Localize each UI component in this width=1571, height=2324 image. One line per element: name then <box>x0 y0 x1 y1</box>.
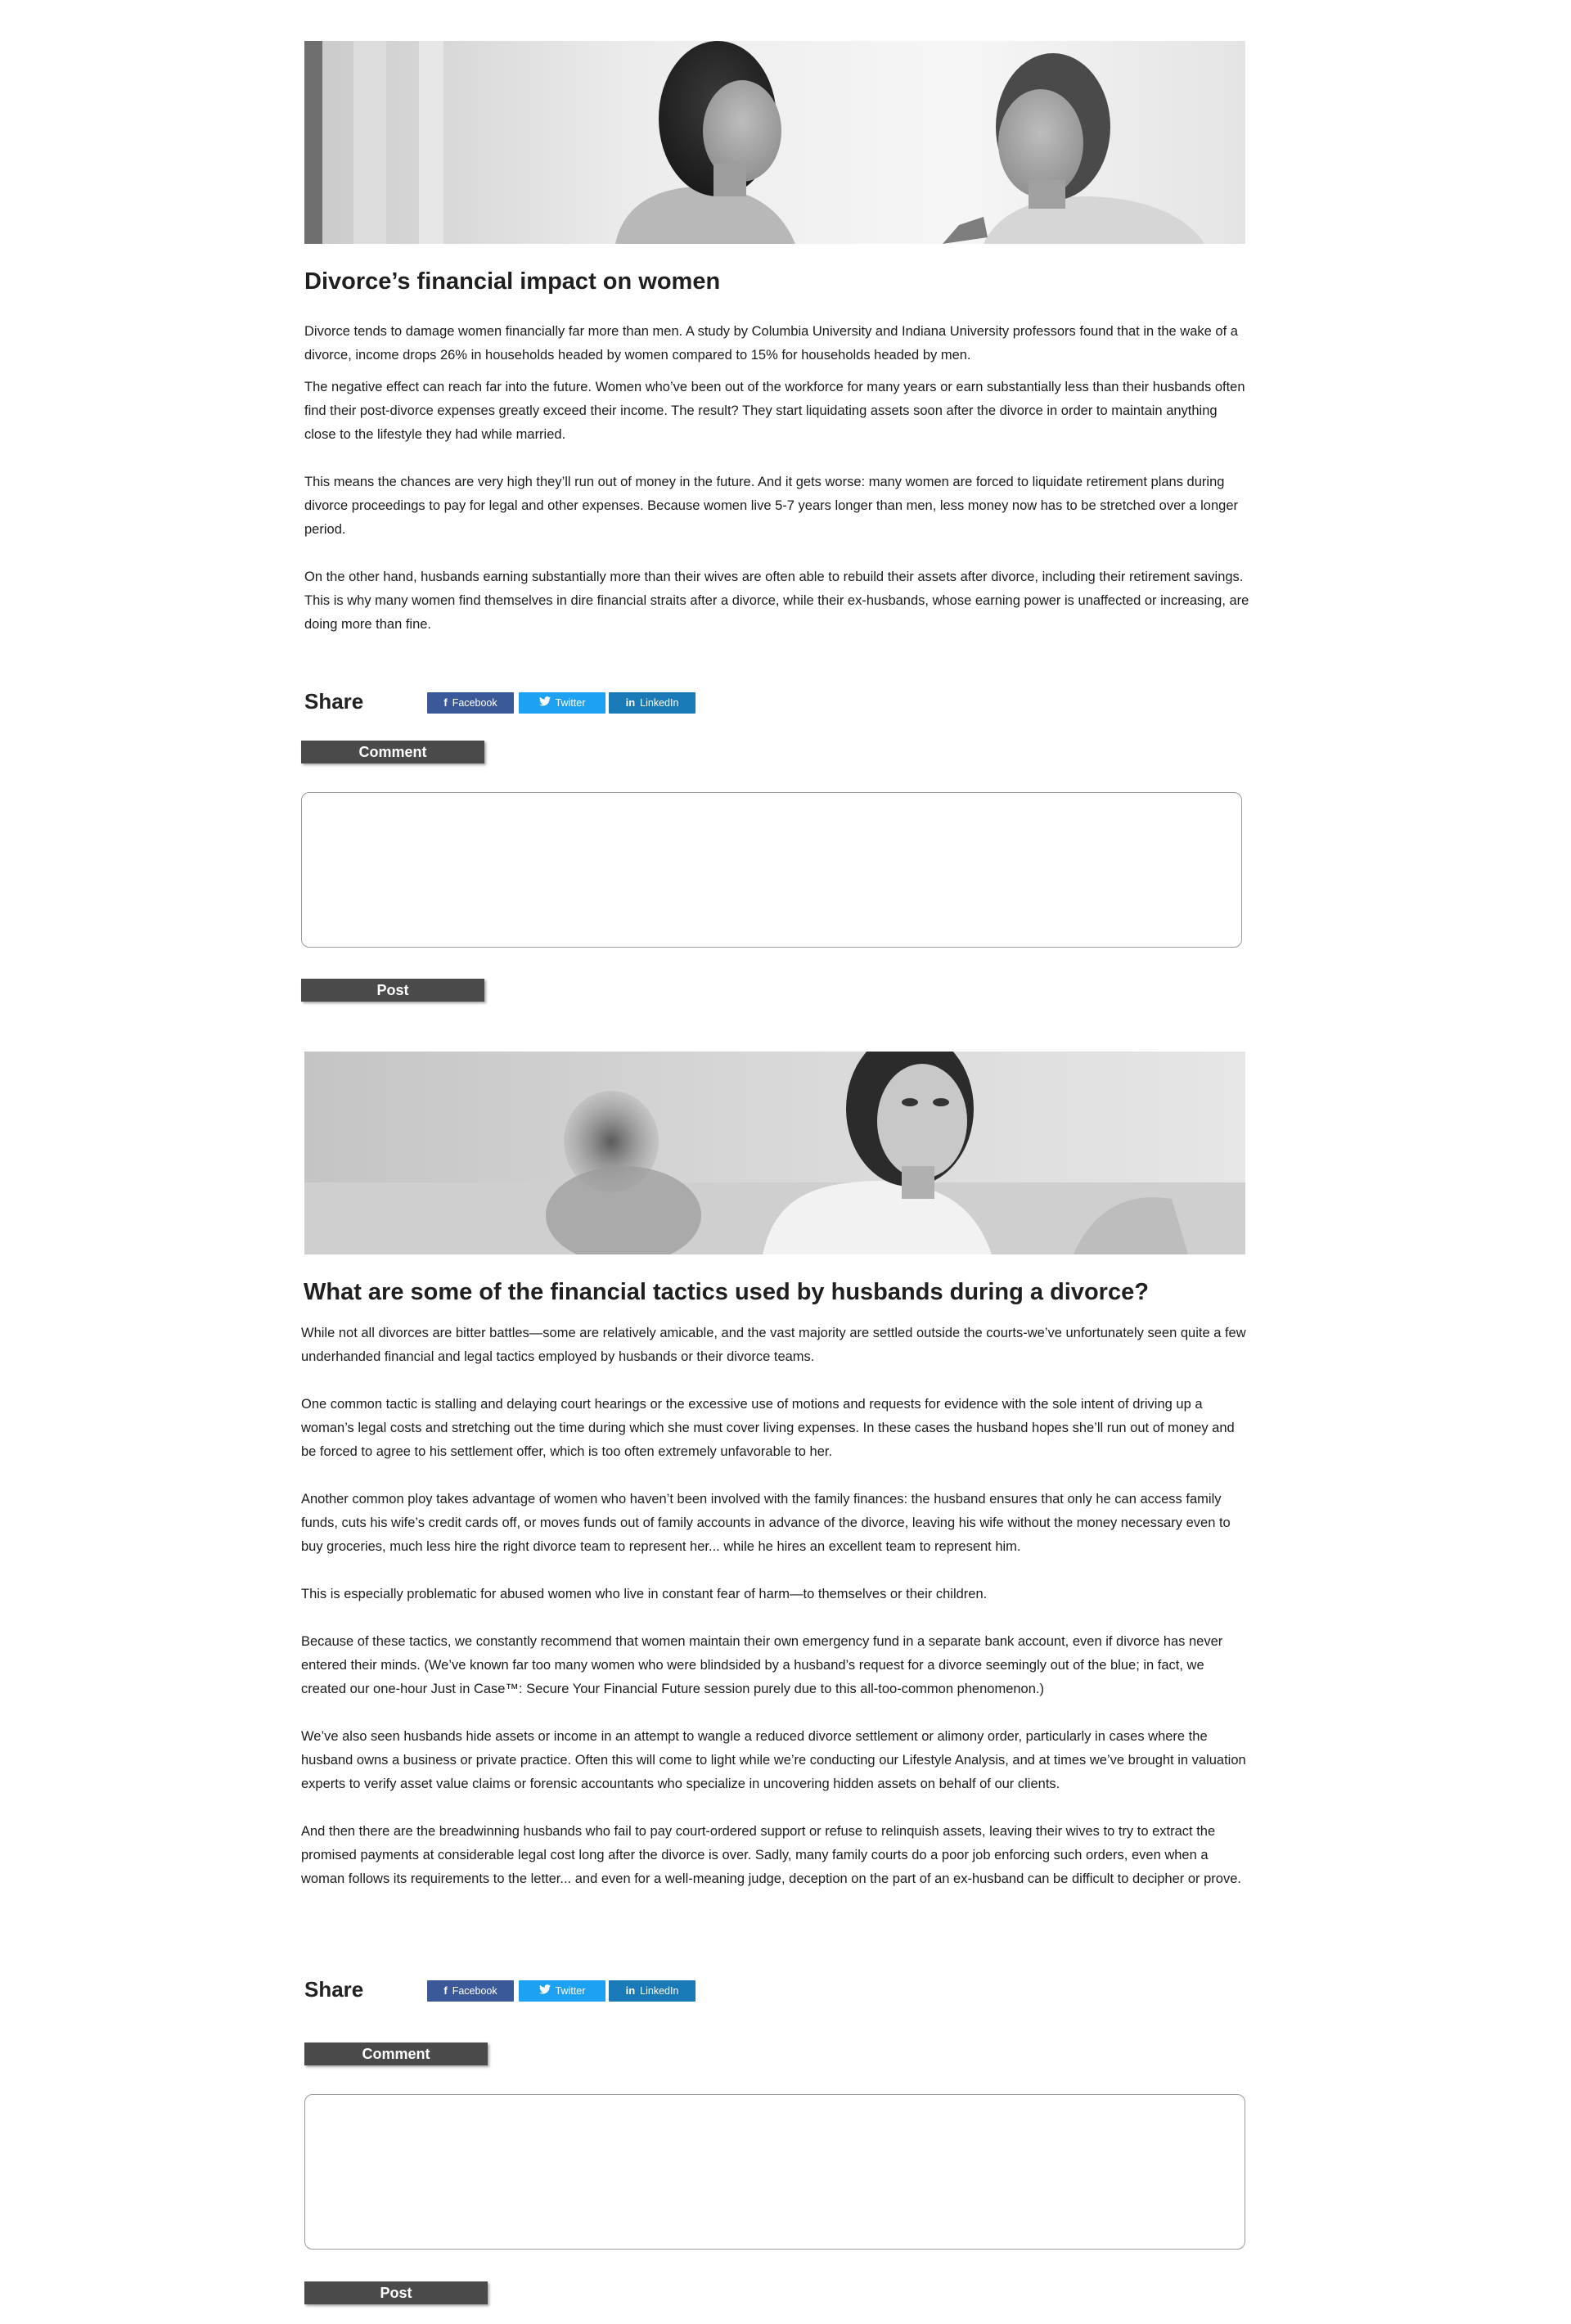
linkedin-share-button[interactable] <box>609 1980 695 2002</box>
share-bar <box>304 689 713 714</box>
facebook-share-button[interactable] <box>427 692 514 714</box>
comment-input[interactable] <box>301 792 1242 948</box>
share-label: Share <box>304 689 364 714</box>
paragraph: And then there are the breadwinning husbands who fail to pay court-ordered support or refuse to relinquish assets, leaving their wives to try to extract the promised payments at considerable legal cost long after the divorce is over. Sadly, many family courts do a poor job enforcing such orders, even when a woman follows its requirements to the letter... and even for a well-meaning judge, deception on the part of an ex-husband can be difficult to decipher or prove. <box>301 1824 1241 1886</box>
twitter-icon <box>539 1980 551 2002</box>
post-button[interactable]: Post <box>304 2281 488 2304</box>
paragraph: While not all divorces are bitter battles—some are relatively amicable, and the vast majority are settled outside the courts-we’ve unfortunately seen quite a few underhanded financial and legal tactics employed by husbands or their divorce teams. <box>301 1326 1246 1364</box>
paragraph: Another common ploy takes advantage of women who haven’t been involved with the family finances: the husband ensures that only he can access family funds, cuts his wife’s credit cards off, or moves funds out of family accounts in advance of the divorce, leaving his wife without the money necessary even to buy groceries, much less hire the right divorce team to represent her... while he hires an excellent team to represent him. <box>301 1492 1231 1554</box>
facebook-icon: f <box>443 696 448 709</box>
paragraph: This is especially problematic for abused women who live in constant fear of harm—to themselves or their children. <box>301 1587 988 1601</box>
share-label: Share <box>304 1977 364 2002</box>
article-title: Divorce’s financial impact on women <box>304 268 721 295</box>
article-body <box>304 320 1250 637</box>
twitter-share-button[interactable] <box>519 1980 605 2002</box>
twitter-label: Twitter <box>555 697 586 709</box>
facebook-label: Facebook <box>452 1985 497 1997</box>
article-title: What are some of the financial tactics used by husbands during a divorce? <box>304 1279 1149 1305</box>
comment-button[interactable]: Comment <box>304 2043 488 2065</box>
twitter-icon <box>539 692 551 714</box>
comment-input[interactable] <box>304 2094 1245 2250</box>
twitter-share-button[interactable] <box>519 692 605 714</box>
article-body <box>301 1322 1247 1891</box>
hero-image-couple-arguing <box>304 41 1245 244</box>
paragraph: This means the chances are very high they’ll run out of money in the future. And it gets worse: many women are forced to liquidate retirement plans during divorce proceedings to pay for legal and other expenses. Because women live 5-7 years longer than men, less money now has to be stretched over a longer period. <box>304 475 1238 537</box>
facebook-label: Facebook <box>452 697 497 709</box>
linkedin-label: LinkedIn <box>640 1985 679 1997</box>
comment-button[interactable]: Comment <box>301 741 484 763</box>
paragraph: We’ve also seen husbands hide assets or income in an attempt to wangle a reduced divorce settlement or alimony order, particularly in cases where the husband owns a business or private practice. Often this will come to light while we’re conducting our Lifestyle Analysis, and at times we’ve brought in valuation experts to verify asset value claims or forensic accountants who specialize in uncovering hidden assets on behalf of our clients. <box>301 1729 1246 1791</box>
hero-image-woman-looking-away <box>304 1052 1245 1254</box>
share-bar <box>304 1977 713 2002</box>
linkedin-icon: in <box>625 696 636 709</box>
post-button[interactable]: Post <box>301 979 484 1002</box>
facebook-share-button[interactable] <box>427 1980 514 2002</box>
linkedin-label: LinkedIn <box>640 697 679 709</box>
twitter-label: Twitter <box>555 1985 586 1997</box>
facebook-icon: f <box>443 1984 448 1997</box>
paragraph: One common tactic is stalling and delaying court hearings or the excessive use of motions and requests for evidence with the sole intent of driving up a woman’s legal costs and stretching out the time during which she must cover living expenses. In these cases the husband hopes she’ll run out of money and be forced to agree to his settlement offer, which is too often extremely unfavorable to her. <box>301 1397 1235 1459</box>
linkedin-share-button[interactable] <box>609 692 695 714</box>
paragraph: The negative effect can reach far into the future. Women who’ve been out of the workforce for many years or earn substantially less than their husbands often find their post-divorce expenses greatly exceed their income. The result? They start liquidating assets soon after the divorce in order to maintain anything close to the lifestyle they had while married. <box>304 380 1245 442</box>
paragraph: Divorce tends to damage women financially far more than men. A study by Columbia University and Indiana University professors found that in the wake of a divorce, income drops 26% in households headed by women compared to 15% for households headed by men. <box>304 324 1238 363</box>
paragraph: On the other hand, husbands earning substantially more than their wives are often able to rebuild their assets after divorce, including their retirement savings. This is why many women find themselves in dire financial straits after a divorce, while their ex-husbands, whose earning power is unaffected or increasing, are doing more than fine. <box>304 570 1249 632</box>
linkedin-icon: in <box>625 1984 636 1997</box>
paragraph: Because of these tactics, we constantly recommend that women maintain their own emergency fund in a separate bank account, even if divorce has never entered their minds. (We’ve known far too many women who were blindsided by a husband’s request for a divorce seemingly out of the blue; in fact, we created our one-hour Just in Case™: Secure Your Financial Future session purely due to this all-too-common phenomenon.) <box>301 1634 1223 1696</box>
